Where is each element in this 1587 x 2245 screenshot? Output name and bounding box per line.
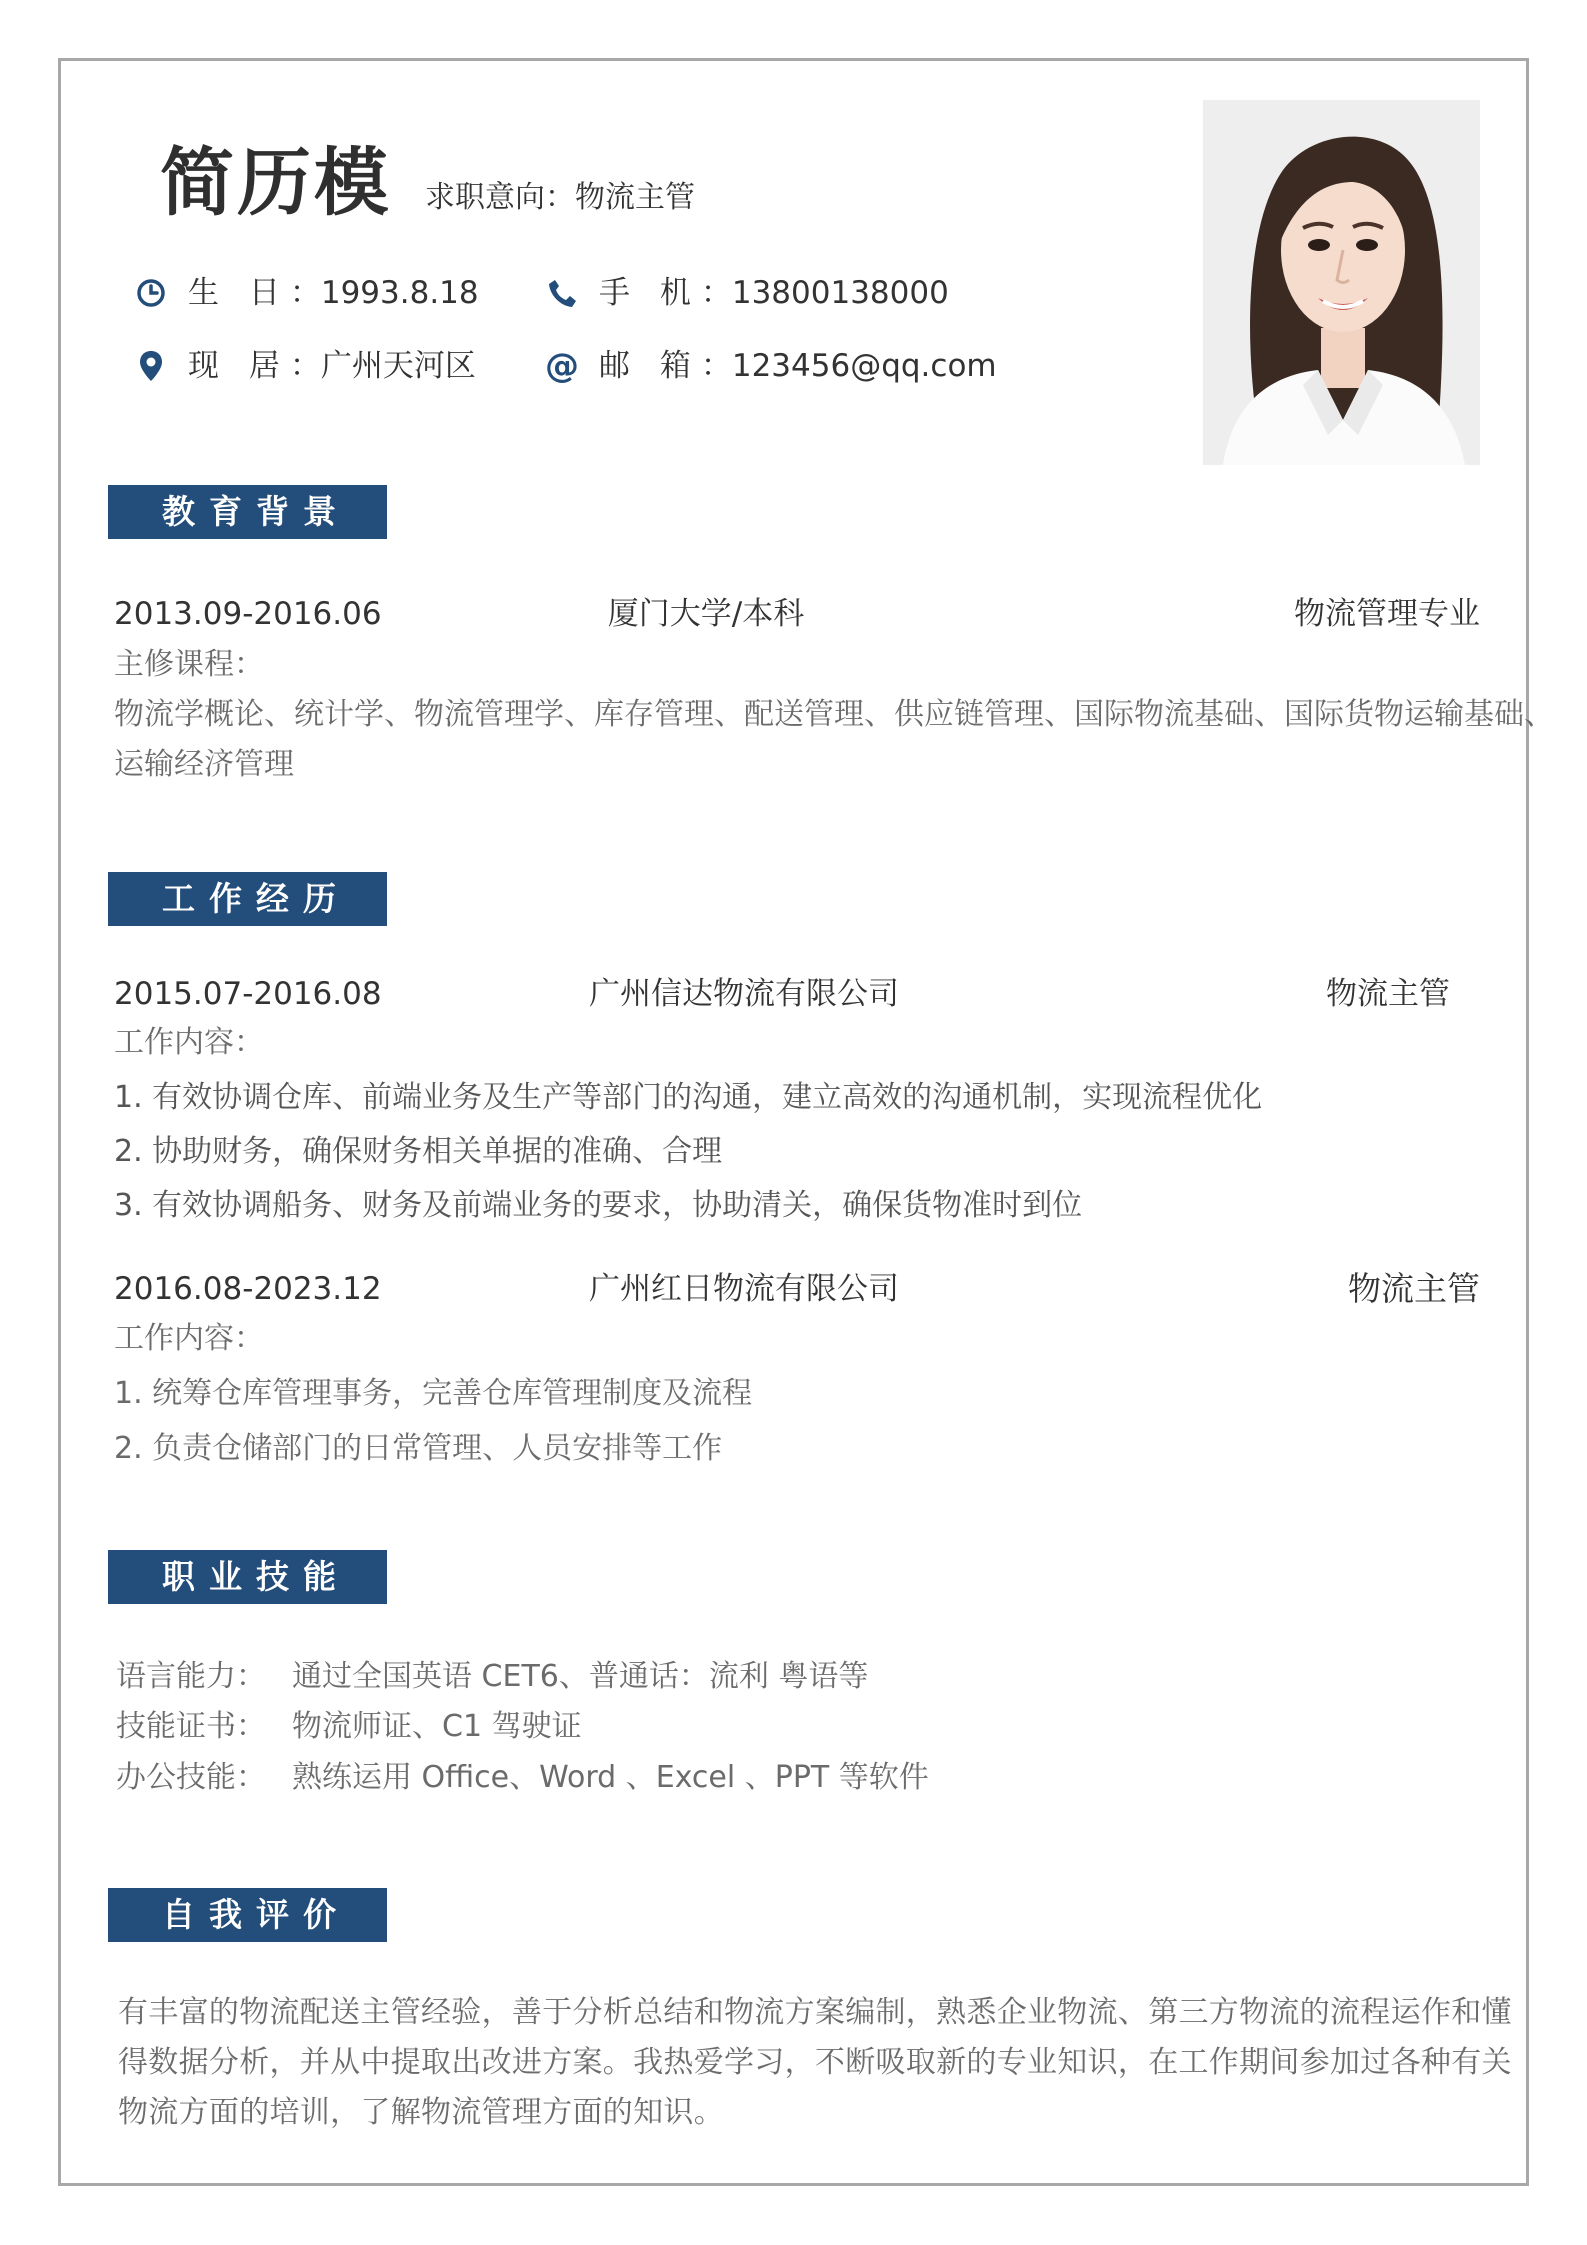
- email-row: [545, 346, 997, 386]
- phone-value: ：13800138000: [700, 275, 949, 311]
- job-company: 广州信达物流有限公司: [589, 976, 899, 1012]
- clock-icon: [134, 276, 168, 310]
- birthday-label: 生 日: [188, 275, 290, 311]
- education-period: 2013.09-2016.06: [114, 596, 382, 632]
- phone-icon: [545, 276, 579, 310]
- skill-value: 物流师证、C1 驾驶证: [292, 1709, 582, 1744]
- education-major: 物流管理专业: [1294, 596, 1480, 632]
- job-position: 物流主管: [1326, 976, 1450, 1012]
- at-sign-icon: @: [545, 346, 579, 386]
- self-evaluation-line: 得数据分析，并从中提取出改进方案。我热爱学习，不断吸取新的专业知识，在工作期间参加过各种有关: [118, 2045, 1512, 2080]
- job-content-label: 工作内容：: [114, 1025, 264, 1060]
- residence-label: 现 居: [188, 348, 290, 384]
- job-row: [114, 972, 1474, 1016]
- email-value: ：123456@qq.com: [700, 348, 997, 384]
- job-duty-item: 1. 统筹仓库管理事务，完善仓库管理制度及流程: [114, 1376, 753, 1411]
- education-row: [114, 592, 1480, 636]
- section-self-evaluation-title: 自我评价: [108, 1888, 387, 1942]
- residence-value: ：广州天河区: [289, 348, 476, 384]
- birthday-row: [134, 273, 479, 313]
- skill-row: [116, 1753, 929, 1803]
- job-content-label: 工作内容：: [114, 1321, 264, 1356]
- courses-line: 物流学概论、统计学、物流管理学、库存管理、配送管理、供应链管理、国际物流基础、国际货物运输基础、: [114, 697, 1554, 732]
- skill-row: [116, 1702, 582, 1752]
- job-position: 物流主管: [1348, 1269, 1480, 1308]
- job-period: 2015.07-2016.08: [114, 976, 382, 1012]
- section-work-title: 工作经历: [108, 872, 387, 926]
- residence-row: [134, 346, 476, 386]
- skill-label: 技能证书：: [116, 1709, 266, 1744]
- courses-line: 运输经济管理: [114, 747, 294, 782]
- job-duty-item: 2. 负责仓储部门的日常管理、人员安排等工作: [114, 1431, 723, 1466]
- phone-label: 手 机: [599, 275, 701, 311]
- education-school: 厦门大学/本科: [607, 596, 805, 632]
- job-duty-item: 1. 有效协调仓库、前端业务及生产等部门的沟通，建立高效的沟通机制，实现流程优化: [114, 1080, 1263, 1115]
- skill-value: 熟练运用 Office、Word 、Excel 、PPT 等软件: [292, 1760, 929, 1795]
- phone-row: [545, 273, 949, 313]
- self-evaluation-line: 有丰富的物流配送主管经验，善于分析总结和物流方案编制，熟悉企业物流、第三方物流的流程运作和懂: [118, 1995, 1512, 2030]
- job-company: 广州红日物流有限公司: [589, 1271, 899, 1307]
- skill-row: [116, 1652, 868, 1702]
- section-education-title: 教育背景: [108, 485, 387, 539]
- birthday-value: ：1993.8.18: [289, 275, 479, 311]
- job-row: [114, 1267, 1480, 1311]
- courses-label: 主修课程：: [114, 647, 264, 682]
- location-pin-icon: [134, 349, 168, 383]
- email-label: 邮 箱: [599, 348, 701, 384]
- skill-label: 语言能力：: [116, 1659, 266, 1694]
- job-duty-item: 2. 协助财务，确保财务相关单据的准确、合理: [114, 1134, 723, 1169]
- skill-label: 办公技能：: [116, 1760, 266, 1795]
- profile-photo: [1203, 100, 1480, 465]
- self-evaluation-line: 物流方面的培训，了解物流管理方面的知识。: [118, 2095, 724, 2130]
- skill-value: 通过全国英语 CET6、普通话：流利 粤语等: [292, 1659, 869, 1694]
- job-duty-item: 3. 有效协调船务、财务及前端业务的要求，协助清关，确保货物准时到位: [114, 1188, 1083, 1223]
- resume-name: 简历模: [160, 140, 391, 226]
- job-objective: 求职意向：物流主管: [425, 180, 695, 215]
- section-skills-title: 职业技能: [108, 1550, 387, 1604]
- job-period: 2016.08-2023.12: [114, 1271, 382, 1307]
